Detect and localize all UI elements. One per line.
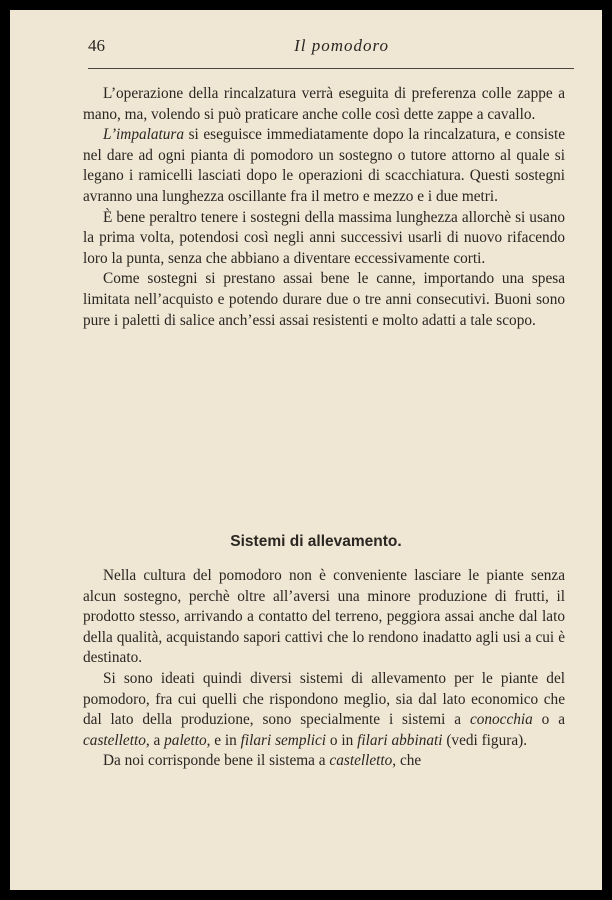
page-header	[88, 36, 574, 69]
page-number: 46	[88, 36, 105, 55]
text-run: Si sono ideati quindi diversi sistemi di allevamento per le piante del pomodoro, fra cui quelli che rispondono meglio, sia dal lato economico che dal lato della produzione, sono specialmente i sistemi a	[83, 669, 565, 729]
paragraph-castelletto	[83, 751, 565, 772]
paragraph-impalatura-text: si eseguisce immediatamente dopo la rincalzatura, e consiste nel dare ad ogni pianta di pomodoro un sostegno o tutore attorno al quale si legano i ramicelli lasciati dopo le operazioni di scacchiatura. Questi sostegni avranno una lunghezza oscillante fra il metro e mezzo e i due metri.	[83, 126, 565, 205]
term-castelletto: castelletto	[83, 731, 146, 749]
text-run: , e in	[206, 731, 241, 749]
section-top-text	[83, 84, 565, 331]
section-heading: Sistemi di allevamento.	[230, 533, 402, 550]
book-page	[10, 10, 602, 890]
term-impalatura: L’impalatura	[103, 126, 185, 144]
term-filari-abbinati: filari abbinati	[357, 731, 443, 749]
paragraph-rincalzatura: L’operazione della rincalzatura verrà eseguita di preferenza colle zappe a mano, ma, volendo si può praticare anche colle così dette zappe a cavallo.	[83, 85, 565, 123]
section-allevamento-text	[83, 566, 565, 772]
term-filari-semplici: filari semplici	[240, 731, 327, 749]
text-run: Da noi corrisponde bene il sistema a	[103, 752, 330, 770]
text-run: o in	[326, 731, 358, 749]
paragraph-canne: Come sostegni si prestano assai bene le canne, importando una spesa limitata nell’acquisto e potendo durare due o tre anni consecutivi. Buoni sono pure i paletti di salice anch’essi assai resistenti e molto adatti a tale scopo.	[83, 270, 565, 329]
term-castelletto-2: castelletto	[329, 752, 393, 770]
running-title: Il pomodoro	[294, 36, 389, 55]
text-run: (vedi figura).	[442, 731, 528, 749]
paragraph-sostegni-lunghezza: È bene peraltro tenere i sostegni della massima lunghezza allorchè si usano la prima volta, potendosi così negli anni successivi usarli di nuovo rifacendo loro la punta, senza che abbiano a diventare eccessivamente corti.	[83, 208, 565, 267]
paragraph-sistemi	[83, 669, 565, 751]
text-run: , che	[392, 752, 422, 770]
paragraph-impalatura	[83, 125, 565, 207]
paragraph-sostegno: Nella cultura del pomodoro non è conveniente lasciare le piante senza alcun sostegno, perchè oltre all’aversi una minore produzione di frutti, il prodotto stesso, arrivando a contatto del terreno, peggiora assai anche dal lato della qualità, acquistando sapori cattivi che lo rendono inadatto agli usi a cui è destinato.	[83, 567, 565, 667]
text-run: o a	[532, 711, 565, 729]
term-conocchia: conocchia	[469, 711, 533, 729]
term-paletto: paletto	[164, 731, 207, 749]
text-run: , a	[145, 731, 165, 749]
